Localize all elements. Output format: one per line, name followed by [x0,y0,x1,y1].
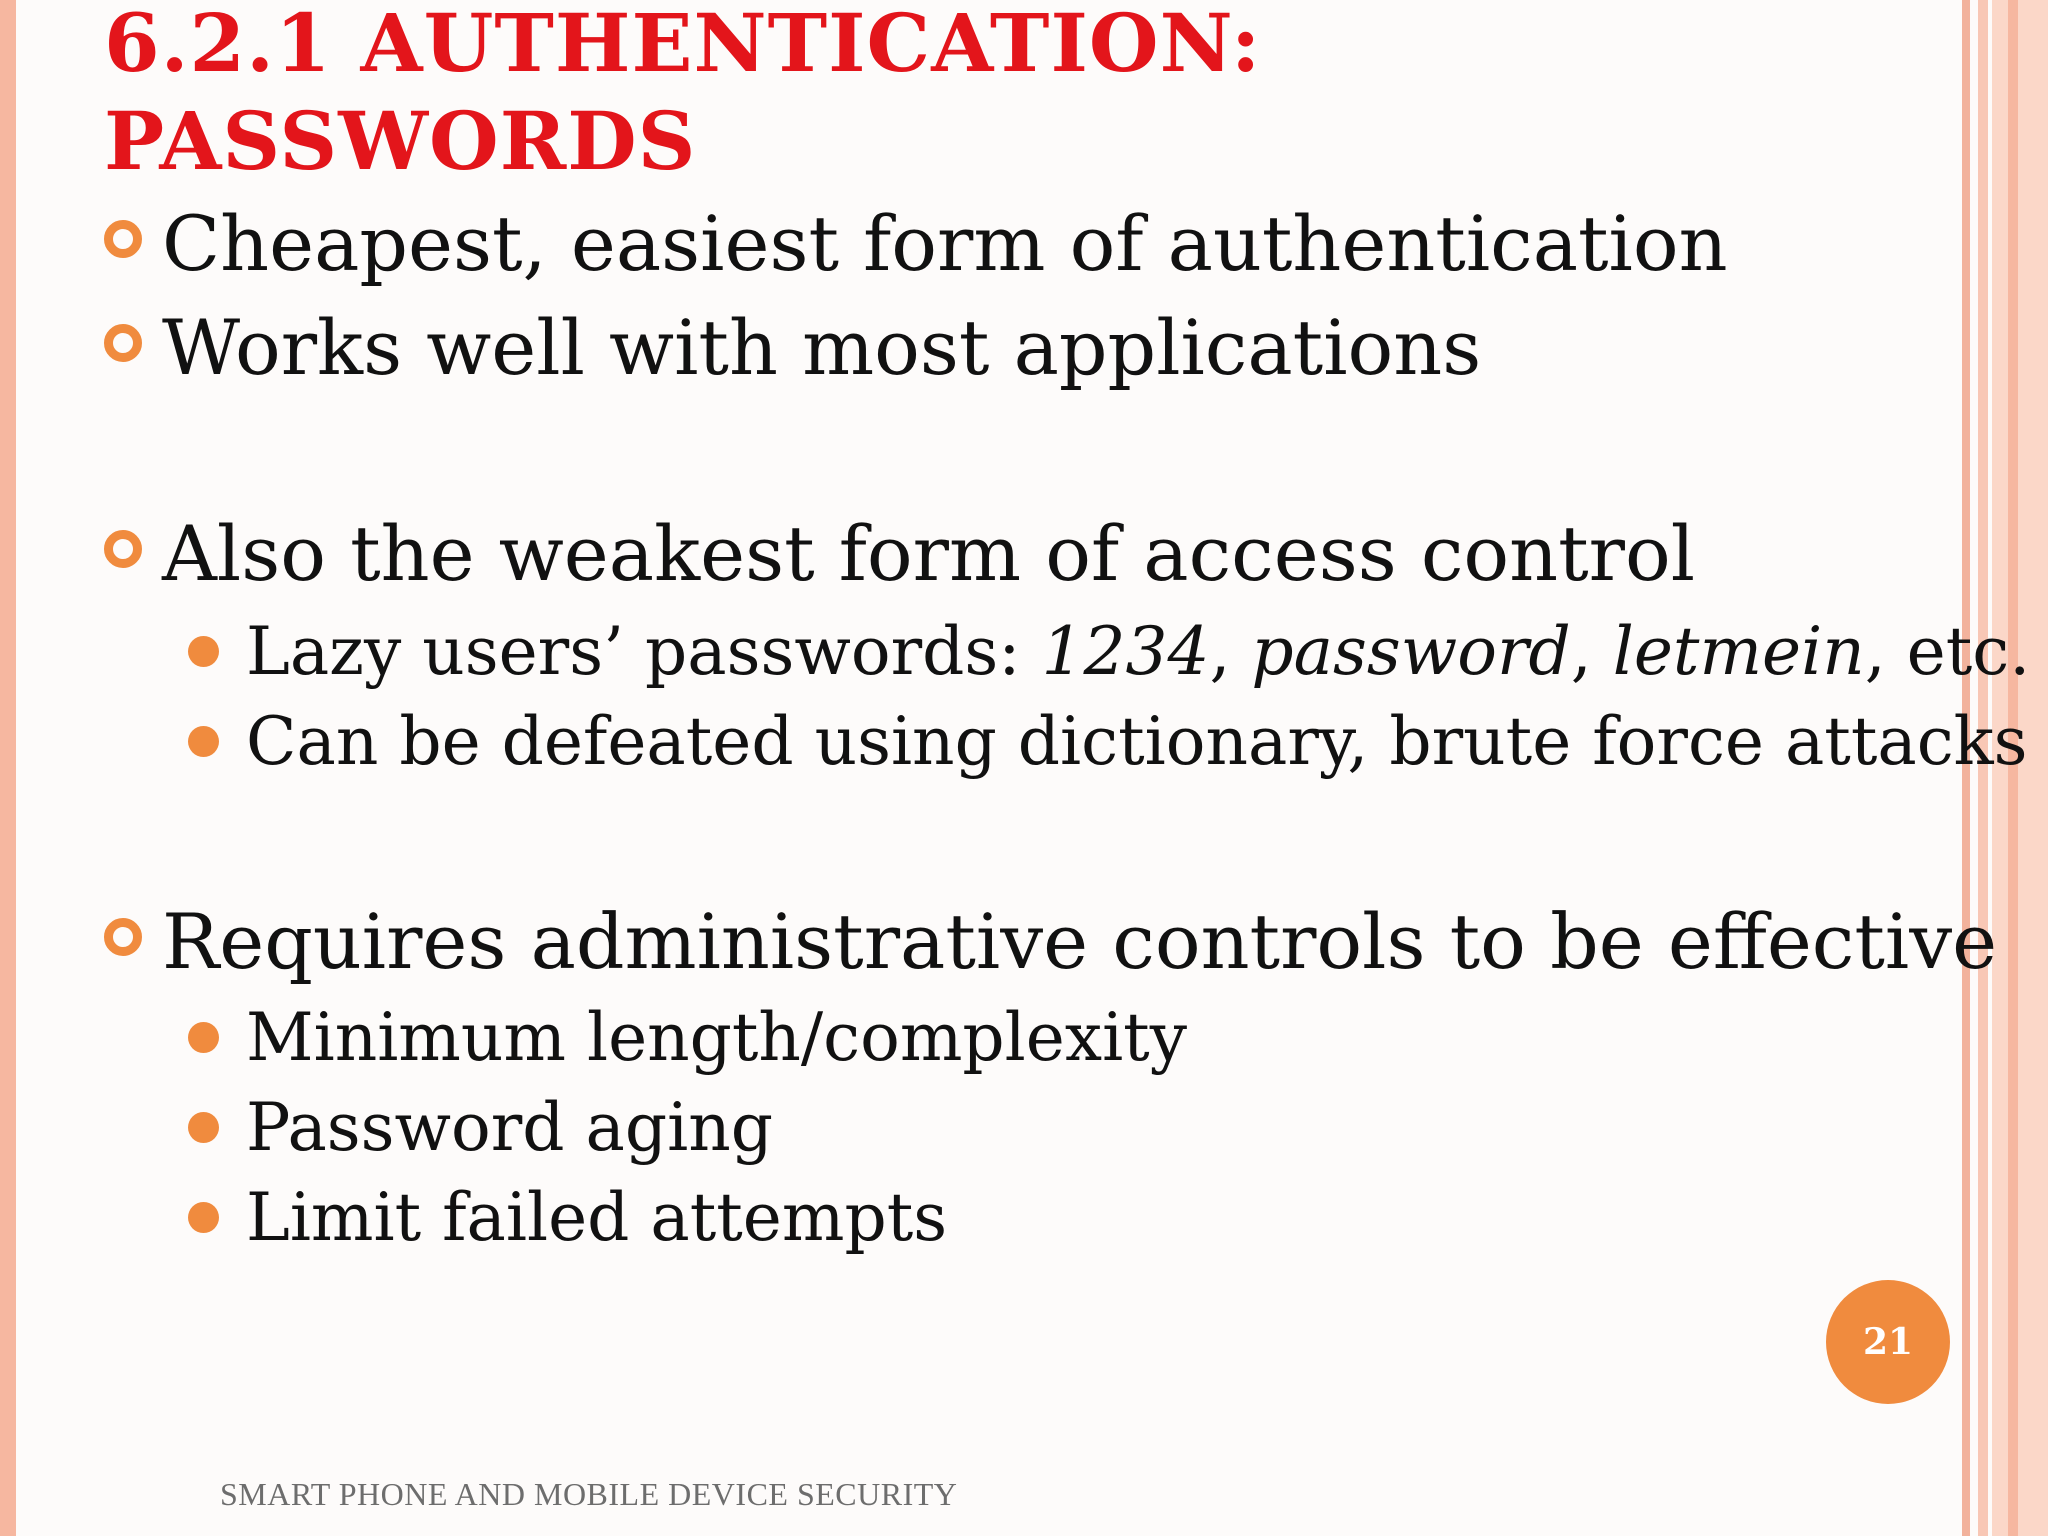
filled-circle-bullet-icon [188,1022,219,1053]
sub-bullet-text [246,614,2030,690]
slide-title [104,0,1804,190]
separator: , [1209,613,1252,690]
hollow-circle-bullet-icon [104,530,142,568]
example-password-password: password [1251,613,1571,690]
filled-circle-bullet-icon [188,1202,219,1233]
hollow-circle-bullet-icon [104,324,142,362]
bullet-text: Cheapest, easiest form of authentication [162,199,1728,288]
sub-bullet-suffix: , etc. [1864,613,2031,690]
slide-footer: SMART PHONE AND MOBILE DEVICE SECURITY [220,1476,958,1512]
sub-bullet-text: Can be defeated using dictionary, brute force attacks [246,703,2028,780]
left-border-decoration [0,0,16,1536]
sub-bullet-prefix: Lazy users’ passwords: [246,613,1042,690]
sub-bullet-text: Limit failed attempts [246,1179,948,1256]
separator: , [1570,613,1613,690]
hollow-circle-bullet-icon [104,220,142,258]
bullet-text: Works well with most applications [162,303,1482,392]
hollow-circle-bullet-icon [104,918,142,956]
slide-title-line1: 6.2.1 AUTHENTICATION: [104,0,1262,90]
sub-bullet-text: Minimum length/complexity [246,999,1187,1076]
slide-title-line2: PASSWORDS [104,94,697,188]
bullet-text: Requires administrative controls to be effective [162,897,1998,986]
page-number: 21 [1862,1321,1914,1363]
page-number-badge [1826,1280,1950,1404]
example-password-1234: 1234 [1041,613,1210,690]
filled-circle-bullet-icon [188,726,219,757]
sub-bullet-text: Password aging [246,1089,774,1166]
filled-circle-bullet-icon [188,1112,219,1143]
bullet-text: Also the weakest form of access control [162,509,1696,598]
filled-circle-bullet-icon [188,636,219,667]
example-password-letmein: letmein [1612,613,1865,690]
